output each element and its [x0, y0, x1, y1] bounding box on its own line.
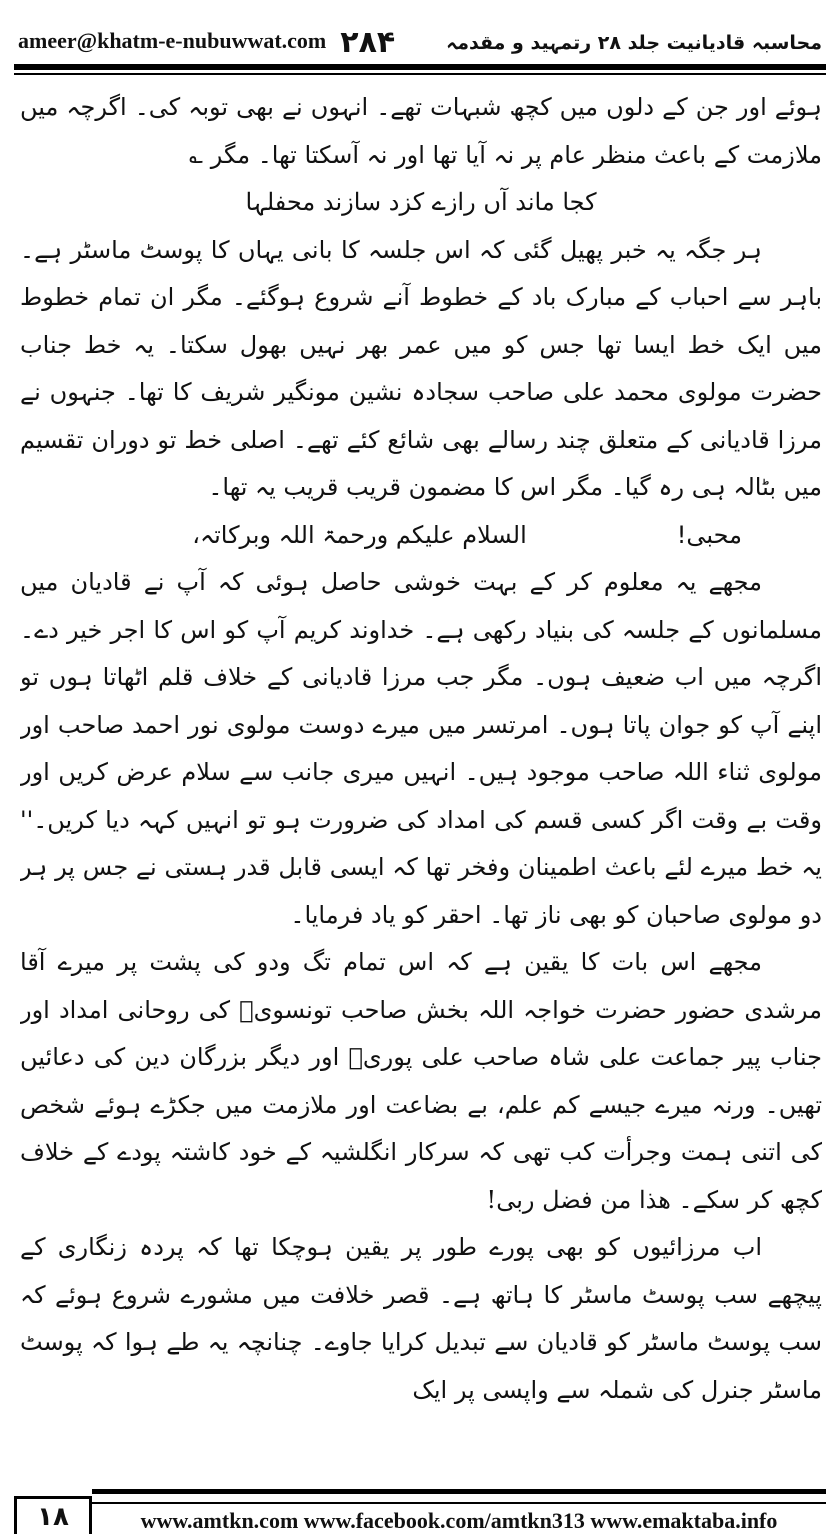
header-book-title: محاسبہ قادیانیت جلد ۲۸ رتمہید و مقدمہ [446, 32, 822, 54]
page-header [18, 4, 822, 66]
paragraph-4-arabic: ھذا من فضل ربی! [486, 1185, 671, 1214]
header-page-number: ۲۸۴ [340, 25, 396, 60]
footer-page-badge: ١٨ [14, 1496, 92, 1534]
footer-rule-thick [92, 1489, 826, 1499]
letter-salutation [20, 512, 822, 560]
paragraph-1: ہوئے اور جن کے دلوں میں کچھ شبہات تھے۔ انہوں نے بھی توبہ کی۔ اگرچہ میں ملازمت کے باعث منظر عام پر نہ آیا تھا اور نہ آسکتا تھا۔ مگر ؎ [20, 93, 822, 169]
paragraph-3: مجھے یہ معلوم کر کے بہت خوشی حاصل ہوئی کہ آپ نے قادیان میں مسلمانوں کے جلسہ کی بنیاد رکھی ہے۔ خداوند کریم آپ کو اس کا اجر خیر دے۔ اگرچہ میں اب ضعیف ہوں۔ مگر جب مرزا قادیانی کے خلاف قلم اٹھاتا ہوں تو اپنے آپ کو جوان پاتا ہوں۔ امرتسر میں میرے دوست مولوی نور احمد صاحب اور مولوی ثناء اللہ صاحب موجود ہیں۔ انہیں میری جانب سے سلام عرض کریں اور وقت بے وقت اگر کسی قسم کی امداد کی ضرورت ہو تو انہیں کہہ دیا کریں۔'' یہ خط میرے لئے باعث اطمینان وفخر تھا کہ ایسی قابل قدر ہستی نے جس پر ہر دو مولوی صاحبان کو بھی ناز تھا۔ احقر کو یاد فرمایا۔ [20, 568, 822, 929]
header-left [18, 25, 395, 66]
footer-rule-thin [92, 1502, 826, 1504]
footer-right [92, 1489, 826, 1534]
header-rule-thick [14, 64, 826, 70]
salutation-greeting: السلام علیکم ورحمۃ اللہ وبرکاتہ، [192, 520, 527, 549]
page-body [20, 84, 822, 1474]
header-rule-thin [14, 73, 826, 75]
persian-verse: کجا ماند آں رازے کزد سازند محفلہا [245, 188, 597, 216]
footer-urls: www.amtkn.com www.facebook.com/amtkn313 www.emaktaba.info [140, 1508, 778, 1533]
paragraph-4 [20, 939, 822, 1224]
salutation-addressee: محبی! [676, 520, 742, 549]
paragraph-5: اب مرزائیوں کو بھی پورے طور پر یقین ہوچکا تھا کہ پردہ زنگاری کے پیچھے سب پوسٹ ماسٹر کا ہاتھ ہے۔ قصر خلافت میں مشورے شروع ہوئے کہ سب پوسٹ ماسٹر کو قادیان سے تبدیل کرایا جاوے۔ چنانچہ یہ طے ہوا کہ پوسٹ ماسٹر جنرل کی شملہ سے واپسی پر ایک [20, 1233, 822, 1404]
page-footer [14, 1486, 826, 1534]
header-email: ameer@khatm-e-nubuwwat.com [18, 28, 327, 53]
paragraph-2: ہر جگہ یہ خبر پھیل گئی کہ اس جلسہ کا بانی یہاں کا پوسٹ ماسٹر ہے۔ باہر سے احباب کے مبارک باد کے خطوط آنے شروع ہوگئے۔ مگر ان تمام خطوط میں ایک خط ایسا تھا جس کو میں عمر بھر نہیں بھول سکتا۔ یہ خط جناب حضرت مولوی محمد علی صاحب سجادہ نشین مونگیر شریف کا تھا۔ جنہوں نے مرزا قادیانی کے متعلق چند رسالے بھی شائع کئے تھے۔ اصلی خط تو دوران تقسیم میں بٹالہ ہی رہ گیا۔ مگر اس کا مضمون قریب قریب یہ تھا۔ [20, 235, 822, 501]
paragraph-4-text: مجھے اس بات کا یقین ہے کہ اس تمام تگ ودو کی پشت پر میرے آقا مرشدی حضور حضرت خواجہ اللہ بخش صاحب تونسویؒ کی روحانی امداد اور جناب پیر جماعت علی شاہ صاحب علی پوریؒ اور دیگر بزرگان دین کی دعائیں تھیں۔ ورنہ میرے جیسے کم علم، بے بضاعت اور ملازمت میں جکڑے ہوئے شخص کی اتنی ہمت وجرأت کب تھی کہ سرکار انگلشیہ کے خود کاشتہ پودے کے خلاف کچھ کر سکے۔ [20, 948, 822, 1214]
